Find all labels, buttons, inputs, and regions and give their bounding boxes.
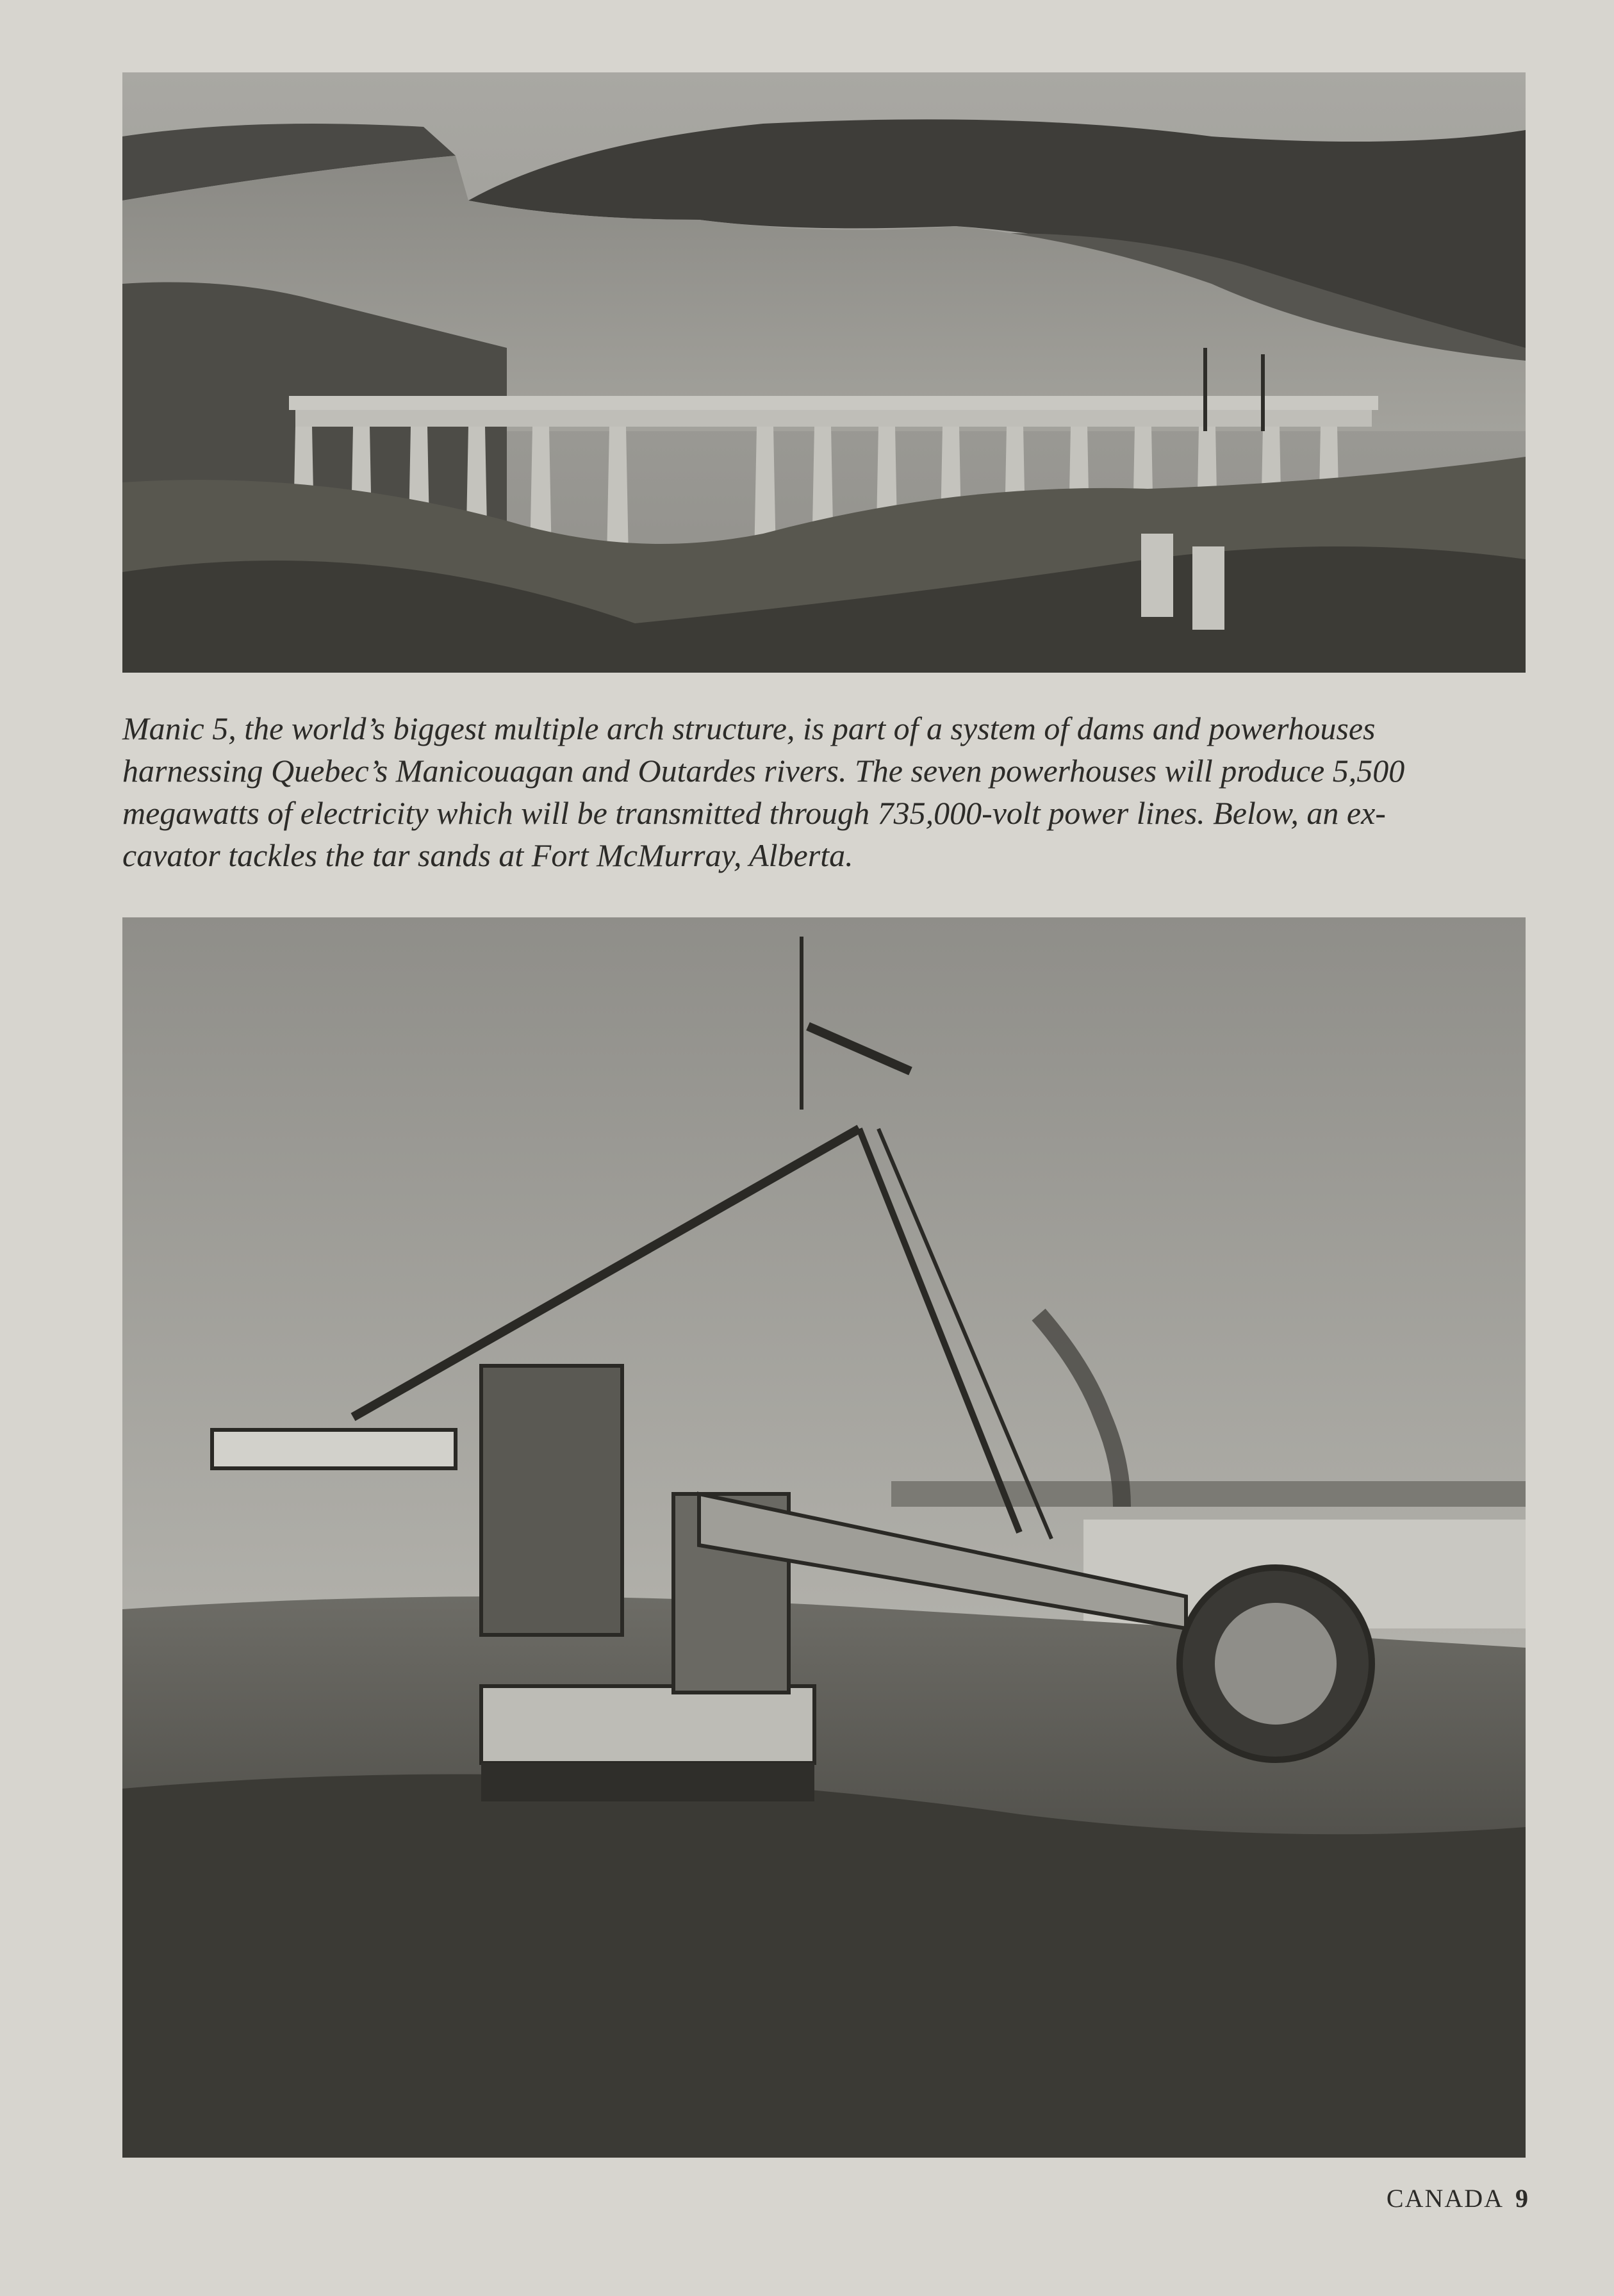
excavator-photo xyxy=(122,917,1526,2158)
dam-pier xyxy=(607,427,629,559)
caption-line: Manic 5, the world’s biggest multiple arch structure, is part of a system of dams and powerhouses xyxy=(122,710,1376,746)
caption-line: megawatts of electricity which will be transmitted through 735,000-volt power lines. Below, an ex- xyxy=(122,795,1386,831)
caption-line: cavator tackles the tar sands at Fort McMurray, Alberta. xyxy=(122,837,853,873)
dam-arches xyxy=(295,410,1372,427)
caption-line: harnessing Quebec’s Manicouagan and Outardes rivers. The seven powerhouses will produce 5,500 xyxy=(122,753,1405,789)
page-number: 9 xyxy=(1515,2184,1529,2213)
dam-photo xyxy=(122,72,1526,673)
photo-caption xyxy=(122,707,1532,876)
excavator-photo-image xyxy=(122,917,1526,2158)
dam-photo-image xyxy=(122,72,1526,673)
page-footer xyxy=(1387,2183,1529,2213)
publication-name: CANADA xyxy=(1386,2184,1504,2213)
